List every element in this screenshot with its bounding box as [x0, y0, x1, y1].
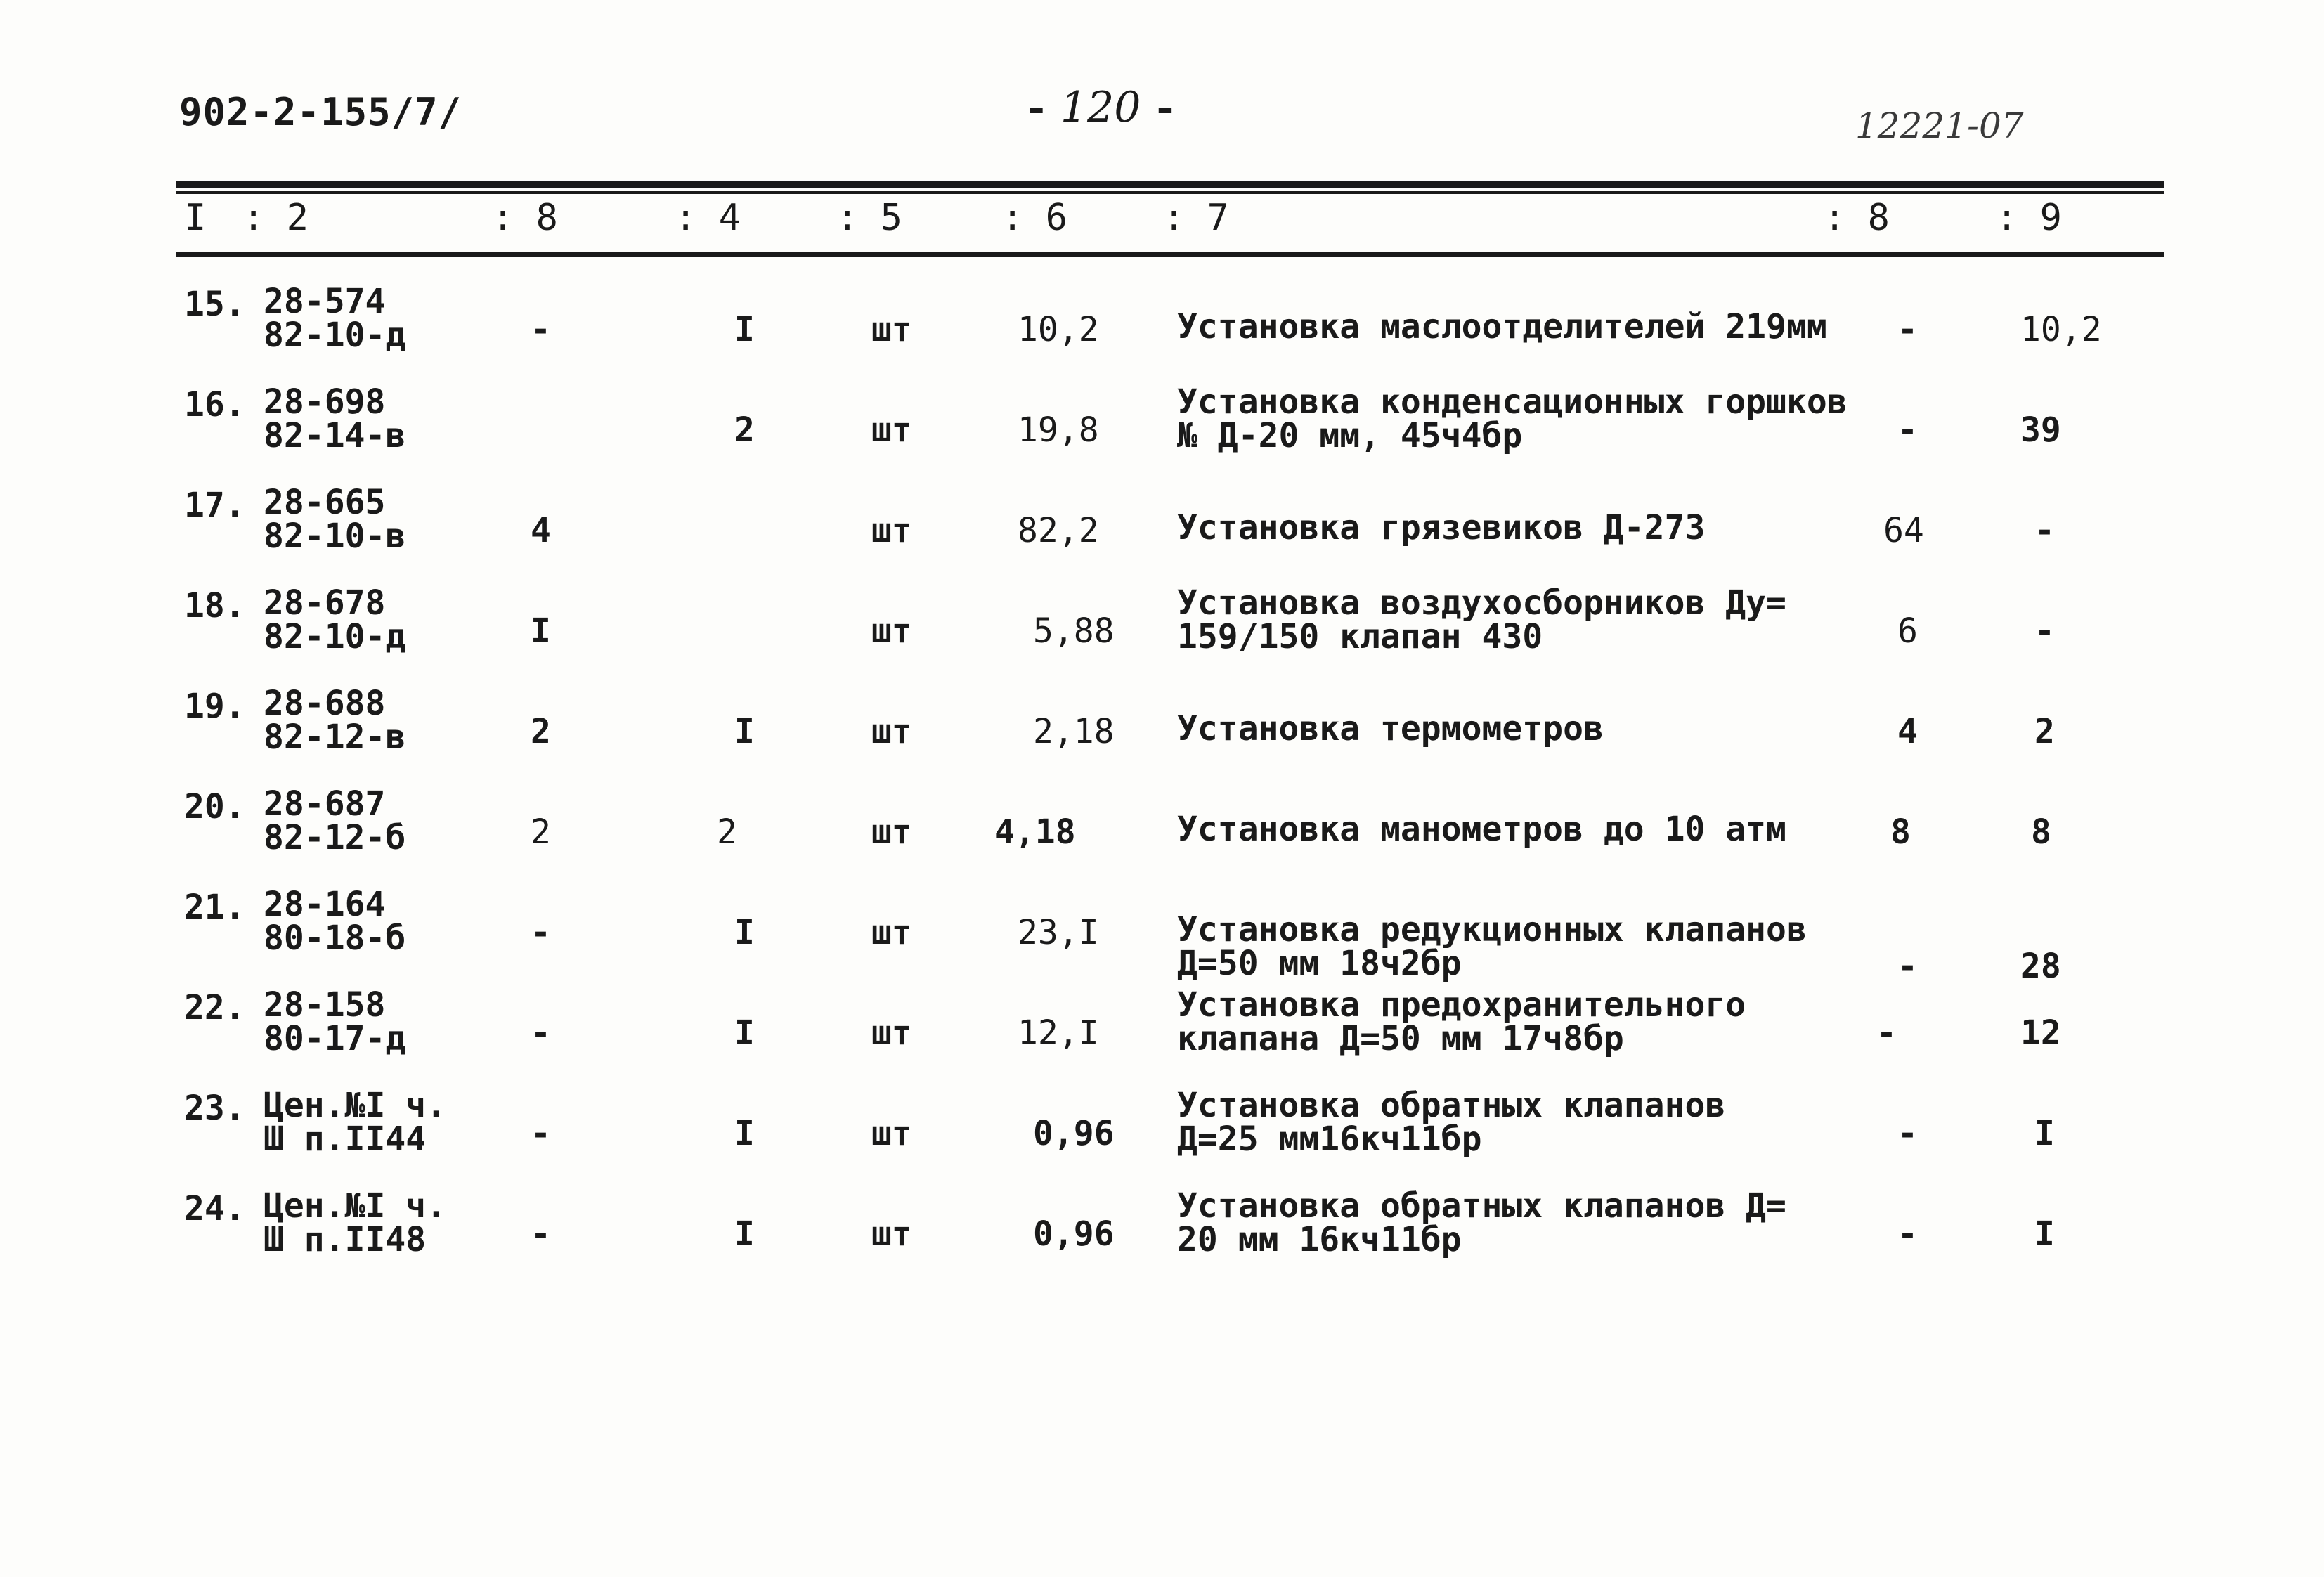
table-row — [0, 1186, 2324, 1280]
row-value: 82,2 — [1018, 511, 1099, 550]
row-col4: I — [734, 1013, 755, 1053]
row-col4: I — [734, 712, 755, 751]
col-header-5: : 5 — [836, 197, 902, 239]
row-unit: шт — [871, 812, 912, 852]
row-col9: 8 — [2031, 812, 2051, 852]
row-unit: шт — [871, 611, 912, 651]
row-unit: шт — [871, 1013, 912, 1053]
row-code: 28-678 82-10-д — [264, 583, 406, 656]
row-value: 4,18 — [994, 812, 1076, 852]
col-header-2: : 2 — [242, 197, 309, 239]
row-value: 2,18 — [1033, 712, 1115, 751]
row-col3: 4 — [531, 511, 551, 550]
page-number-line: - 120 - — [1027, 83, 1174, 132]
row-col8: - — [1897, 1214, 1918, 1254]
row-col3: - — [531, 1214, 551, 1254]
table-row — [0, 1086, 2324, 1180]
col-header-4: : 4 — [675, 197, 741, 239]
table-row — [0, 282, 2324, 376]
row-code: 28-698 82-14-в — [264, 382, 406, 455]
document-code: 902-2-155/7/ — [179, 90, 462, 134]
row-col3: I — [531, 611, 551, 651]
table-header-row — [0, 197, 2324, 246]
row-col4: I — [734, 1214, 755, 1254]
row-col4: I — [734, 310, 755, 349]
row-col4: 2 — [734, 410, 755, 450]
row-col8: - — [1897, 1114, 1918, 1153]
row-col8: 6 — [1897, 611, 1918, 651]
row-col9: 12 — [2020, 1013, 2061, 1053]
col-header-6: : 6 — [1001, 197, 1067, 239]
row-number: 23. — [184, 1089, 245, 1128]
row-col9: 10,2 — [2020, 310, 2102, 349]
table-top-rule-thin — [176, 191, 2164, 194]
row-col8: 64 — [1883, 511, 1924, 550]
table-row — [0, 483, 2324, 577]
row-number: 18. — [184, 586, 245, 625]
row-unit: шт — [871, 410, 912, 450]
table-row — [0, 583, 2324, 677]
row-code: Цен.№I ч. Ш п.II48 — [264, 1186, 447, 1259]
row-value: 0,96 — [1033, 1114, 1115, 1153]
row-description: Установка конденсационных горшков № Д-20 мм, 45ч4бр — [1177, 382, 1848, 455]
row-col4: I — [734, 913, 755, 952]
row-number: 22. — [184, 988, 245, 1027]
row-number: 21. — [184, 888, 245, 927]
row-code: 28-687 82-12-б — [264, 784, 406, 857]
row-description: Установка термометров — [1177, 709, 1604, 748]
row-col9: 39 — [2020, 410, 2061, 450]
row-number: 17. — [184, 486, 245, 525]
table-row — [0, 985, 2324, 1079]
row-col9: 28 — [2020, 947, 2061, 986]
row-col8: - — [1897, 310, 1918, 349]
table-header-rule — [176, 252, 2164, 257]
row-col8: 4 — [1897, 712, 1918, 751]
row-col9: 2 — [2034, 712, 2055, 751]
row-description: Установка манометров до 10 атм — [1177, 810, 1786, 849]
row-col3: 2 — [531, 812, 551, 852]
row-col8: - — [1897, 947, 1918, 986]
row-number: 20. — [184, 787, 245, 826]
row-code: 28-688 82-12-в — [264, 684, 406, 757]
row-unit: шт — [871, 511, 912, 550]
row-description: Установка воздухосборников Ду= 159/150 клапан 430 — [1177, 583, 1786, 656]
row-value: 0,96 — [1033, 1214, 1115, 1254]
table-row — [0, 885, 2324, 986]
row-unit: шт — [871, 1214, 912, 1254]
row-description: Установка обратных клапанов Д=25 мм16кч11бр — [1177, 1086, 1726, 1159]
row-description: Установка предохранительного клапана Д=50 мм 17ч8бр — [1177, 985, 1746, 1058]
row-col4: 2 — [717, 812, 737, 852]
col-header-7: : 7 — [1163, 197, 1229, 239]
row-description: Установка грязевиков Д-273 — [1177, 508, 1706, 547]
row-number: 16. — [184, 385, 245, 424]
row-col3: - — [531, 913, 551, 952]
row-col4: I — [734, 1114, 755, 1153]
row-code: 28-574 82-10-д — [264, 282, 406, 355]
row-unit: шт — [871, 712, 912, 751]
row-number: 19. — [184, 687, 245, 726]
row-code: 28-158 80-17-д — [264, 985, 406, 1058]
row-col3: - — [531, 1013, 551, 1053]
row-number: 15. — [184, 285, 245, 324]
row-col9: - — [2034, 511, 2055, 550]
row-value: 19,8 — [1018, 410, 1099, 450]
table-row — [0, 382, 2324, 476]
row-col3: - — [531, 1114, 551, 1153]
page-number: 120 — [1060, 83, 1141, 132]
row-value: 12,I — [1018, 1013, 1099, 1053]
row-col9: I — [2034, 1214, 2055, 1254]
row-col8: 8 — [1890, 812, 1911, 852]
row-description: Установка обратных клапанов Д= 20 мм 16кч11бр — [1177, 1186, 1786, 1259]
row-code: 28-665 82-10-в — [264, 483, 406, 556]
col-header-1: I — [184, 197, 207, 239]
row-col3: 2 — [531, 712, 551, 751]
row-code: 28-164 80-18-б — [264, 885, 406, 958]
table-row — [0, 784, 2324, 878]
row-col3: - — [531, 310, 551, 349]
row-description: Установка маслоотделителей 219мм — [1177, 307, 1827, 346]
row-col8: - — [1897, 410, 1918, 450]
document-reference: 12221-07 — [1855, 105, 2024, 146]
row-col9: I — [2034, 1114, 2055, 1153]
row-number: 24. — [184, 1189, 245, 1228]
row-value: 23,I — [1018, 913, 1099, 952]
row-unit: шт — [871, 913, 912, 952]
table-row — [0, 684, 2324, 778]
row-col8: - — [1876, 1013, 1897, 1053]
col-header-3: : 8 — [492, 197, 558, 239]
col-header-9: : 9 — [1996, 197, 2062, 239]
col-header-8: : 8 — [1824, 197, 1890, 239]
row-code: Цен.№I ч. Ш п.II44 — [264, 1086, 447, 1159]
table-top-rule — [176, 181, 2164, 188]
row-value: 5,88 — [1033, 611, 1115, 651]
row-value: 10,2 — [1018, 310, 1099, 349]
row-col9: - — [2034, 611, 2055, 651]
row-unit: шт — [871, 1114, 912, 1153]
row-description: Установка редукционных клапанов Д=50 мм 18ч2бр — [1177, 910, 1807, 983]
row-unit: шт — [871, 310, 912, 349]
